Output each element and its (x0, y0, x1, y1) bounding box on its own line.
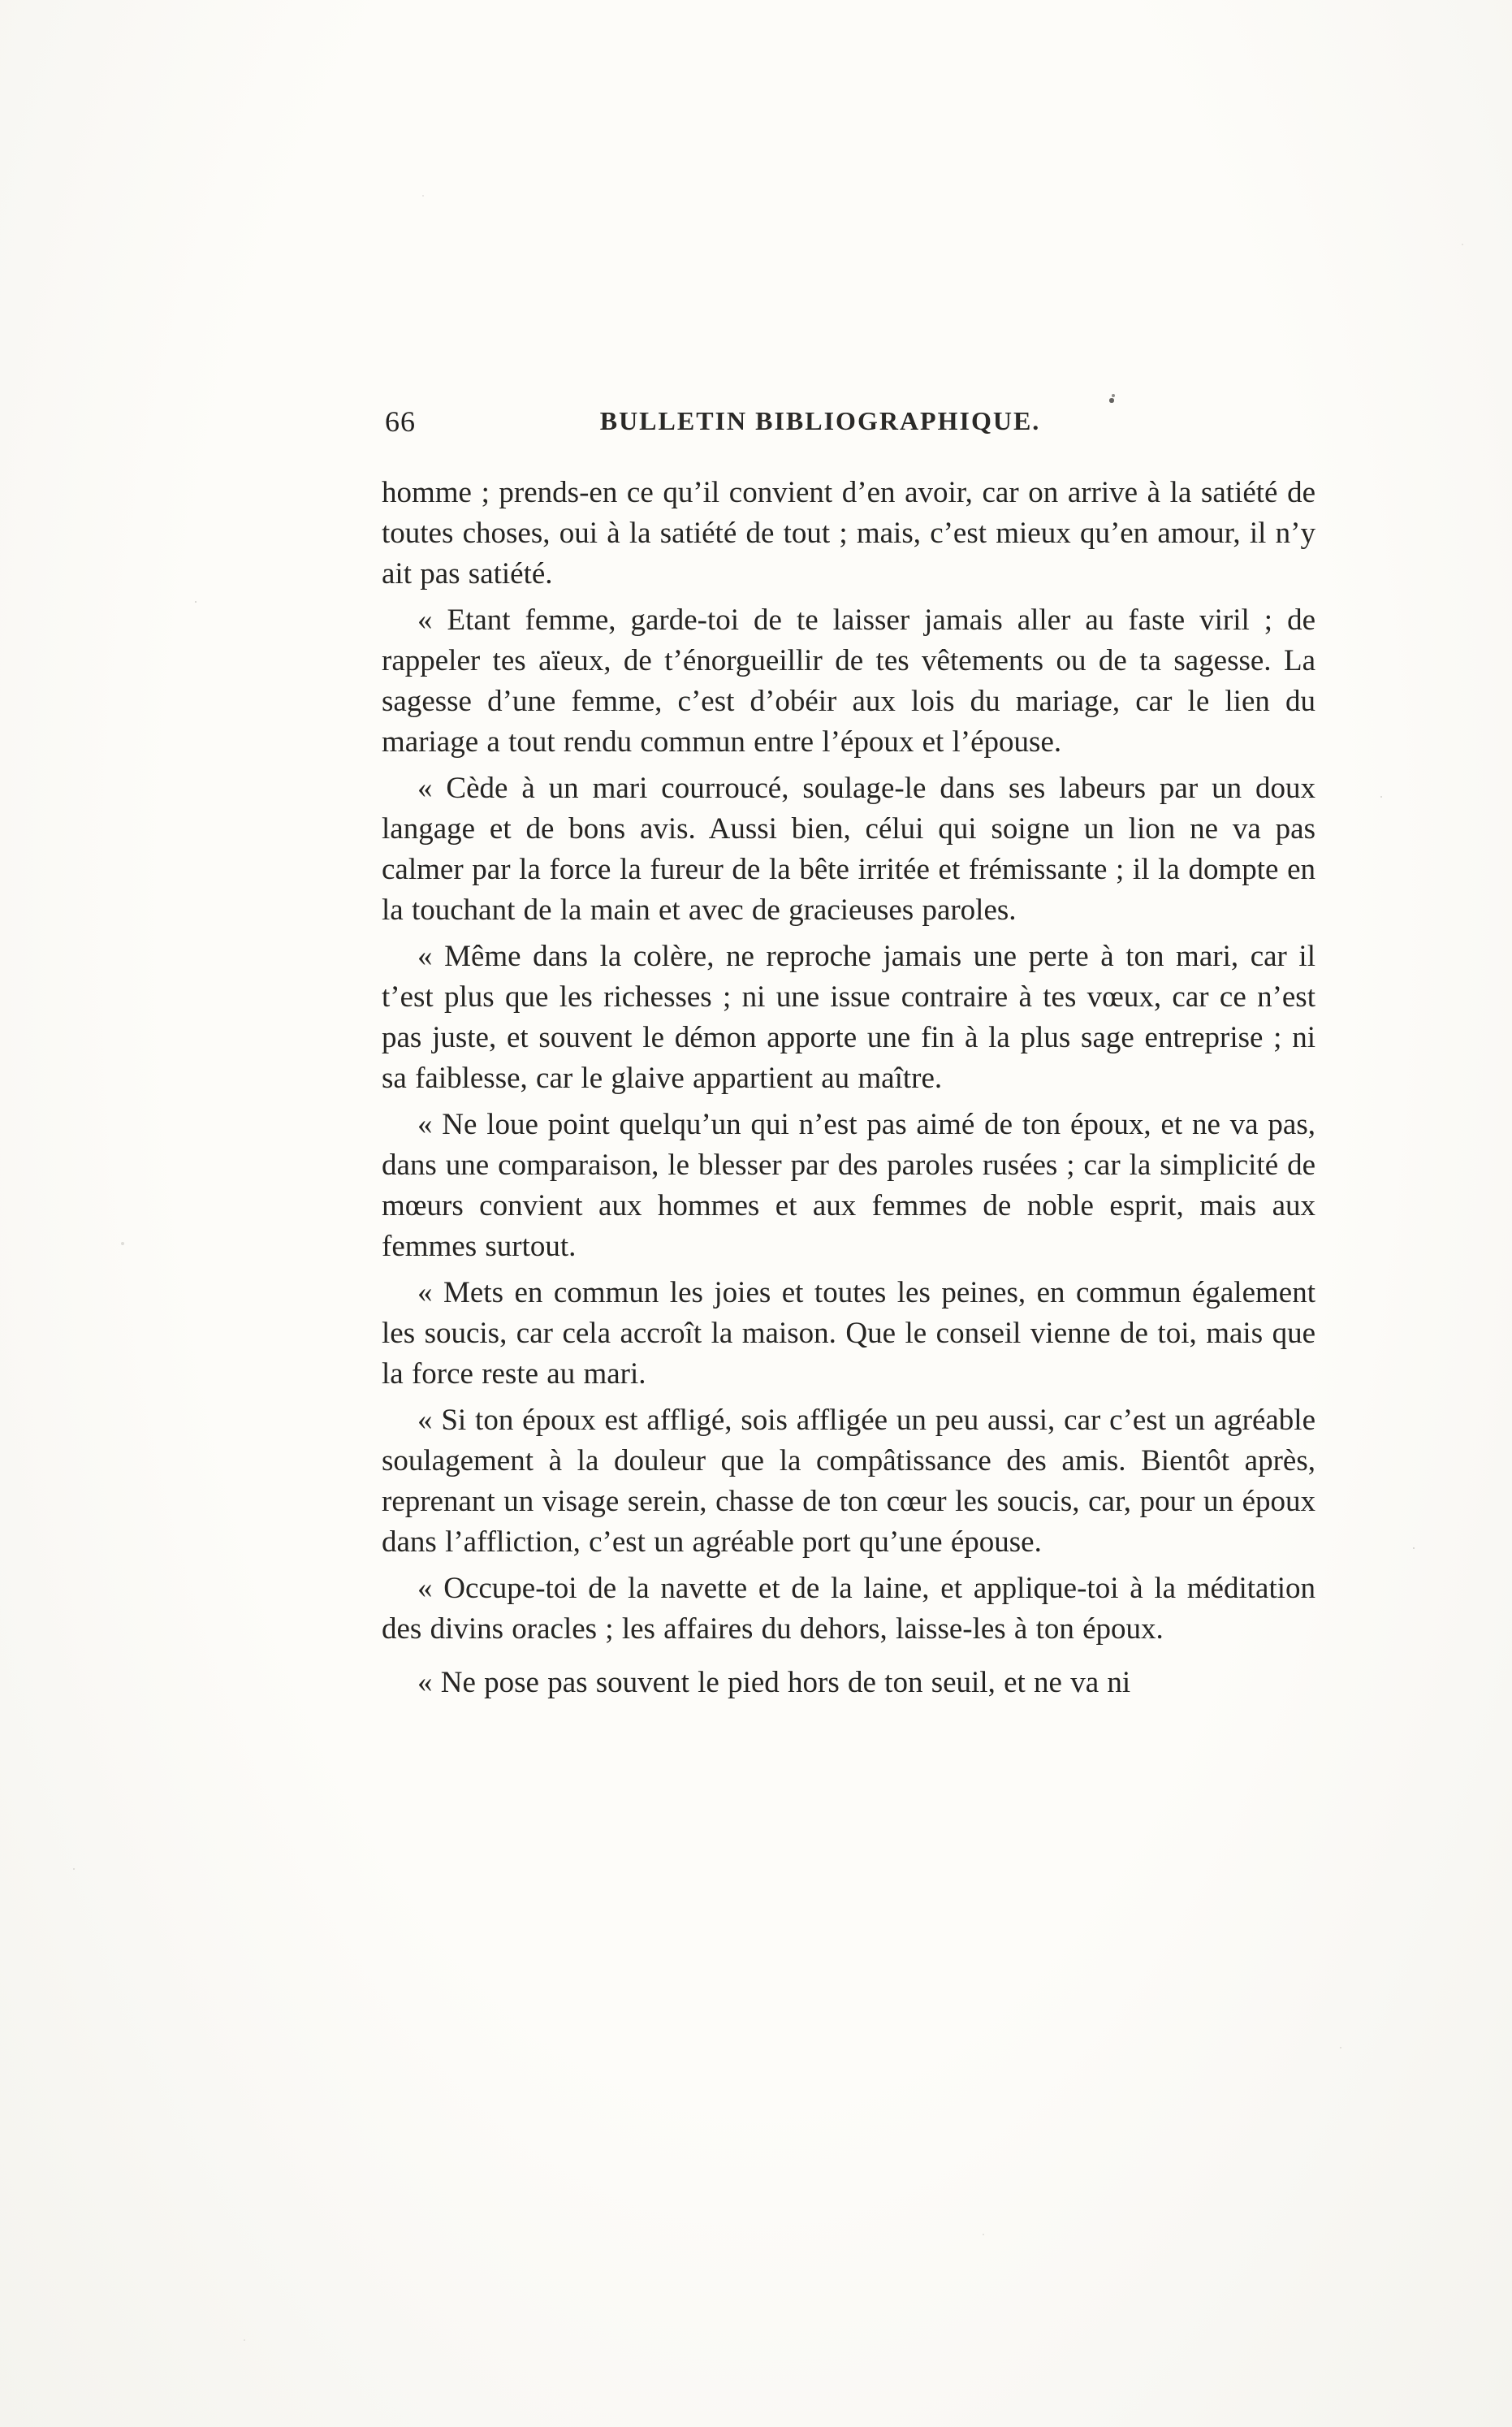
paragraph-quote-5: « Mets en commun les joies et toutes les peines, en commun également les soucis, car cela accroît la maison. Que le conseil vienne de toi, mais que la force reste au mari. (382, 1276, 1315, 1391)
paragraph-quote-8: « Ne pose pas souvent le pied hors de ton seuil, et ne va ni (417, 1666, 1131, 1699)
paragraph-quote-1: « Etant femme, garde-toi de te laisser jamais aller au faste viril ; de rappeler tes aïeux, de t’énorgueillir de tes vêtements ou de ta sagesse. La sagesse d’une femme, c’est d’obéir aux lois du mariage, car le lien du mariage a tout rendu commun entre l’époux et l’épouse. (382, 604, 1315, 759)
paragraph-quote-3: « Même dans la colère, ne reproche jamais une perte à ton mari, car il t’est plus que les richesses ; ni une issue contraire à tes vœux, car ce n’est pas juste, et souvent le démon apporte une fin à la plus sage entreprise ; ni sa faiblesse, car le glaive appartient au maître. (382, 940, 1315, 1095)
page-number: 66 (385, 405, 416, 438)
book-page (382, 404, 1315, 1709)
paragraph-quote-7: « Occupe-toi de la navette et de la laine, et applique-toi à la méditation des divins oracles ; les affaires du dehors, laisse-les à ton époux. (382, 1572, 1315, 1646)
paragraph-quote-4: « Ne loue point quelqu’un qui n’est pas aimé de ton époux, et ne va pas, dans une comparaison, le blesser par des paroles rusées ; car la simplicité de mœurs convient aux hommes et aux femmes de noble esprit, mais aux femmes surtout. (382, 1108, 1315, 1263)
scan-speckles (0, 0, 2, 2)
page-header (382, 404, 1315, 443)
paragraph-continuation: homme ; prends-en ce qu’il convient d’en avoir, car on arrive à la satiété de toutes choses, oui à la satiété de tout ; mais, c’est mieux qu’en amour, il n’y ait pas satiété. (382, 476, 1315, 591)
paragraph-quote-2: « Cède à un mari courroucé, soulage-le dans ses labeurs par un doux langage et de bons avis. Aussi bien, célui qui soigne un lion ne va pas calmer par la force la fureur de la bête irritée et frémissante ; il la dompte en la touchant de la main et avec de gracieuses paroles. (382, 772, 1315, 927)
paragraph-quote-6: « Si ton époux est affligé, sois affligée un peu aussi, car c’est un agréable soulagement à la douleur que la compâtissance des amis. Bientôt après, reprenant un visage serein, chasse de ton cœur les soucis, car, pour un époux dans l’affliction, c’est un agréable port qu’une épouse. (382, 1404, 1315, 1559)
body-text (382, 473, 1315, 1703)
running-head: BULLETIN BIBLIOGRAPHIQUE. (599, 406, 1041, 435)
